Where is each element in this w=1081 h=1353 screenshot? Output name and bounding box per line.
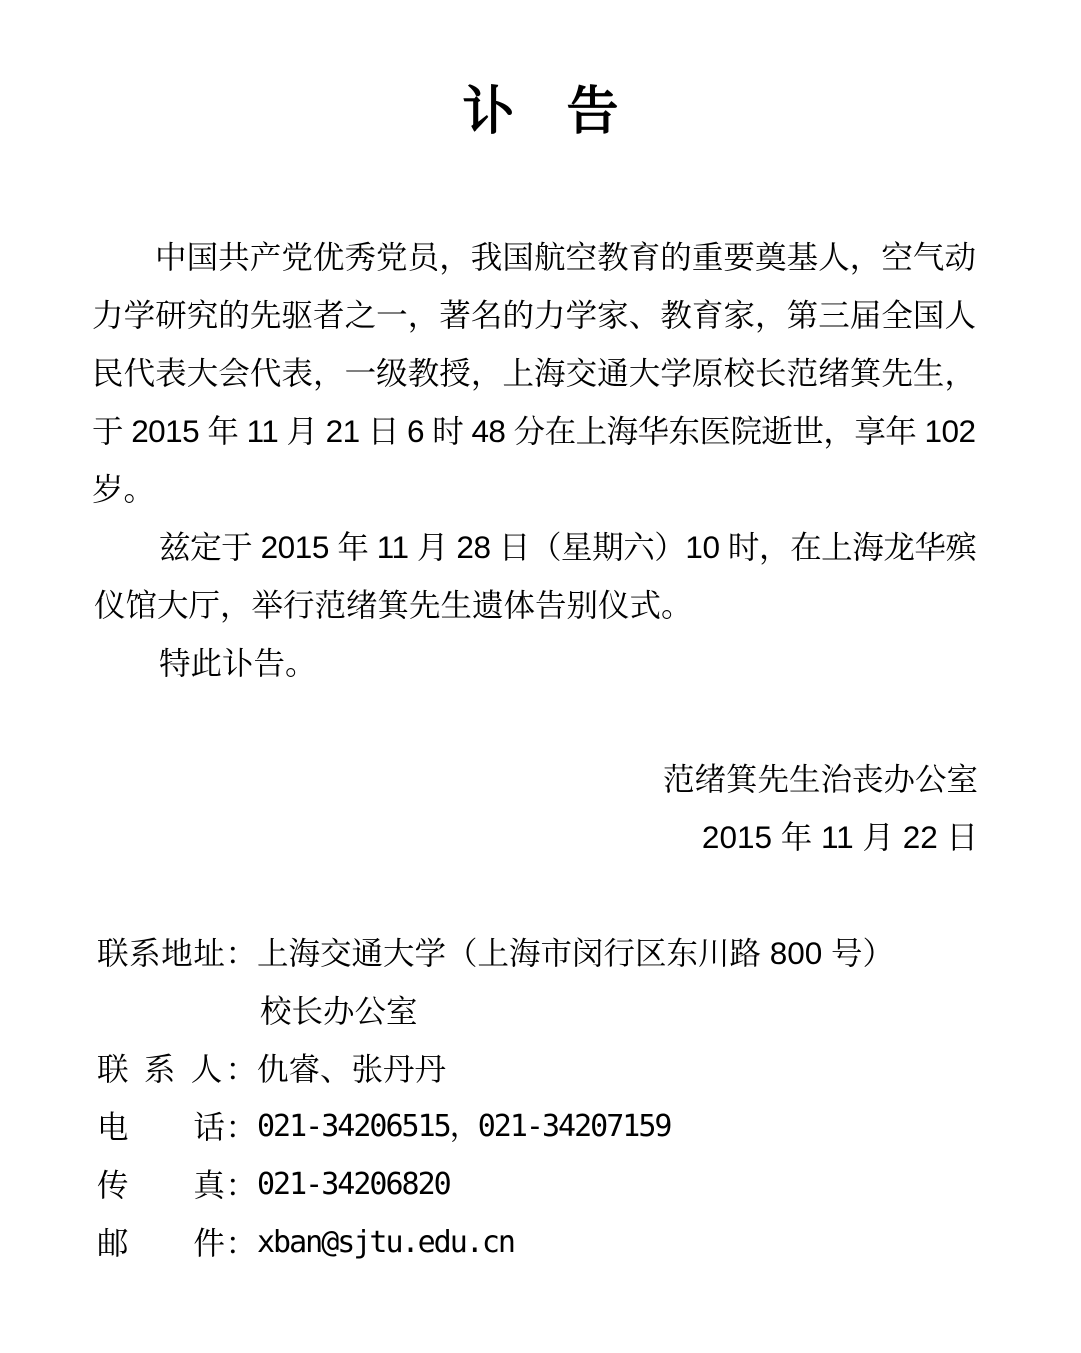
contact-email-label: 邮 件： [97, 1225, 258, 1261]
contact-phone-label: 电 话： [97, 1109, 258, 1145]
paragraph-line: 中国共产党优秀党员，我国航空教育的重要奠基人，空气动 [155, 239, 977, 275]
contact-person-label: 联 系 人： [97, 1051, 261, 1087]
paragraph-line: 民代表大会代表，一级教授，上海交通大学原校长范绪箕先生， [92, 355, 977, 391]
page-title: 讣 告 [462, 83, 619, 141]
contact-fax-value: 021-34206820 [257, 1167, 450, 1202]
contact-fax-label: 传 真： [97, 1167, 258, 1203]
signature-organization: 范绪箕先生治丧办公室 [662, 761, 978, 797]
paragraph-line: 于 2015 年 11 月 21 日 6 时 48 分在上海华东医院逝世，享年 102 [92, 413, 976, 449]
contact-person-value: 仇睿、张丹丹 [257, 1051, 447, 1087]
contact-phone-value: 021-34206515，021-34207159 [257, 1109, 671, 1144]
contact-address-line-2: 校长办公室 [260, 993, 418, 1029]
paragraph-line: 力学研究的先驱者之一，著名的力学家、教育家，第三届全国人 [92, 297, 977, 333]
paragraph-line: 兹定于 2015 年 11 月 28 日（星期六）10 时，在上海龙华殡 [159, 529, 977, 565]
paragraph-line: 特此讣告。 [159, 645, 317, 681]
contact-address-value: 上海交通大学（上海市闵行区东川路 800 号） [257, 935, 895, 971]
paragraph-line: 仪馆大厅，举行范绪箕先生遗体告别仪式。 [94, 587, 693, 623]
paragraph-line: 岁。 [92, 471, 156, 507]
contact-address-label: 联系地址： [97, 935, 258, 971]
signature-date: 2015 年 11 月 22 日 [701, 819, 978, 855]
contact-email-value: xban@sjtu.edu.cn [257, 1225, 514, 1260]
